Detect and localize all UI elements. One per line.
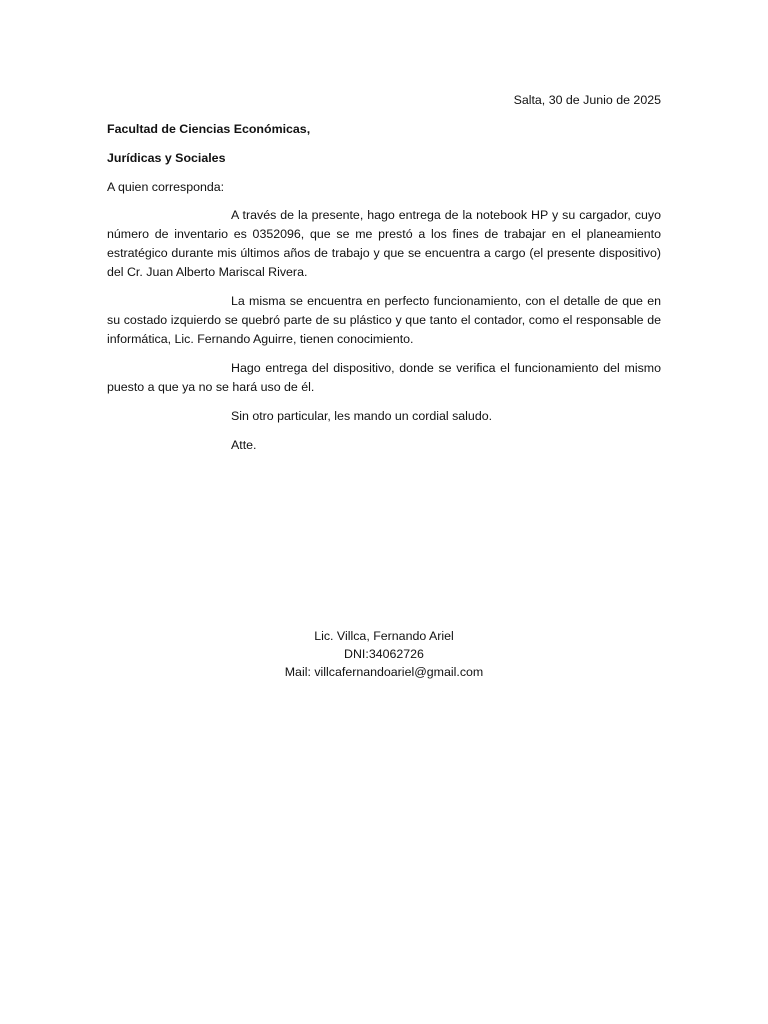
greeting: A quien corresponda: bbox=[107, 180, 225, 194]
letter-date: Salta, 30 de Junio de 2025 bbox=[513, 93, 661, 107]
paragraph-1: A través de la presente, hago entrega de la notebook HP y su cargador, cuyo número de inventario es 0352096, que se me prestó a los fines de trabajar en el planeamiento estratégico durante mis últimos años de trabajo y que se encuentra a cargo (el presente dispositivo) del Cr. Juan Alberto Mariscal Rivera. bbox=[107, 208, 661, 279]
paragraph-3: Hago entrega del dispositivo, donde se verifica el funcionamiento del mismo puesto a que ya no se hará uso de él. bbox=[107, 361, 661, 394]
signature-mail: Mail: villcafernandoariel@gmail.com bbox=[284, 665, 484, 679]
signature-name: Lic. Villca, Fernando Ariel bbox=[314, 629, 454, 643]
recipient-line-1: Facultad de Ciencias Económicas, bbox=[107, 122, 311, 136]
signature-block bbox=[0, 627, 768, 681]
recipient-line-2: Jurídicas y Sociales bbox=[107, 151, 226, 165]
signature-dni: DNI:34062726 bbox=[344, 647, 424, 661]
sign-off: Atte. bbox=[231, 438, 257, 452]
paragraph-2: La misma se encuentra en perfecto funcionamiento, con el detalle de que en su costado izquierdo se quebró parte de su plástico y que tanto el contador, como el responsable de informática, Lic. Fernando Aguirre, tienen conocimiento. bbox=[107, 294, 661, 346]
closing-line: Sin otro particular, les mando un cordial saludo. bbox=[231, 409, 493, 423]
